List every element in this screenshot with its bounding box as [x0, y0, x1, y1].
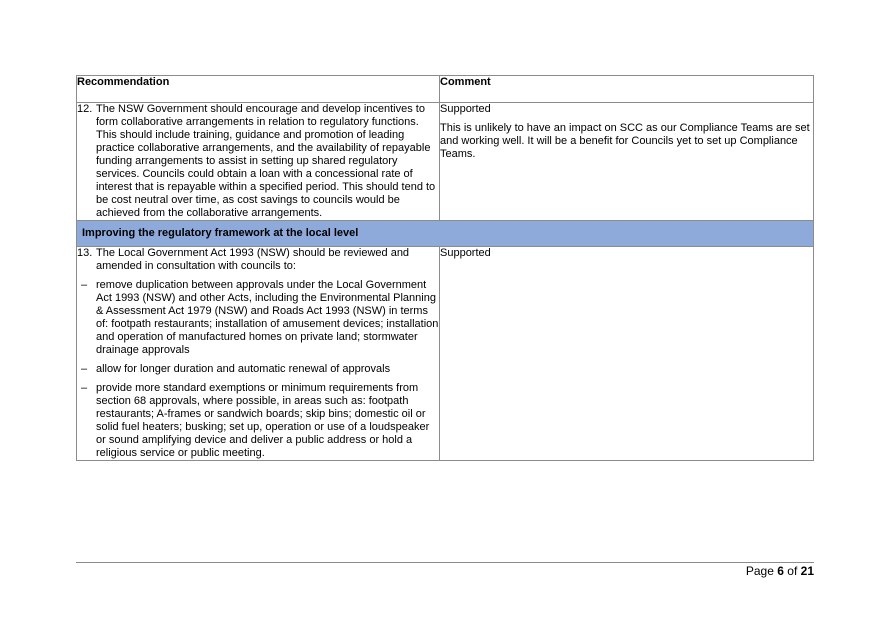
comment-cell: [440, 103, 814, 221]
list-item: [77, 363, 439, 376]
numbered-item: [77, 103, 439, 220]
table-row: [77, 247, 814, 461]
page-number: [746, 564, 814, 578]
item-text: The NSW Government should encourage and develop incentives to form collaborative arrangements in relation to regulatory functions. This should include training, guidance and promotion of leading practice collaborative arrangements, and the availability of repayable funding arrangements to assist in setting up shared regulatory services. Councils could obtain a loan with a concessional rate of interest that is repayable within a specified period. This should tend to be cost neutral over time, as cost savings to councils would be achieved from the collaborative arrangements.: [96, 103, 436, 219]
numbered-item: [77, 247, 439, 273]
table-row: [77, 103, 814, 221]
current-page: 6: [777, 564, 784, 578]
table-header-row: [77, 76, 814, 103]
bullet-text: remove duplication between approvals under the Local Government Act 1993 (NSW) and other Acts, including the Environmental Planning & Assessment Act 1979 (NSW) and Roads Act 1993 (NSW) in terms of: footpath restaurants; installation of amusement devices; installation and operation of manufactured homes on private land; stormwater drainage approvals: [96, 279, 439, 356]
recommendations-table: [76, 75, 814, 461]
comment-text: This is unlikely to have an impact on SCC as our Compliance Teams are set and working well. It will be a benefit for Councils yet to set up Compliance Teams.: [440, 122, 810, 160]
comment-status: Supported: [440, 103, 491, 115]
section-heading: Improving the regulatory framework at the local level: [77, 221, 814, 247]
page-word: Page: [745, 564, 774, 578]
list-item: [77, 279, 439, 357]
bullet-text: allow for longer duration and automatic renewal of approvals: [96, 363, 391, 375]
footer-divider: [76, 562, 814, 563]
bullet-list: [77, 279, 439, 460]
comment-status: Supported: [440, 247, 491, 259]
total-pages: 21: [800, 564, 814, 578]
header-comment: Comment: [440, 76, 814, 103]
list-item: [77, 382, 439, 460]
header-recommendation: Recommendation: [77, 76, 440, 103]
bullet-marker: –: [81, 363, 88, 375]
comment-cell: [440, 247, 814, 461]
bullet-marker: –: [81, 382, 88, 394]
section-row: [77, 221, 814, 247]
item-number: 12.: [77, 103, 93, 115]
of-word: of: [787, 564, 798, 578]
bullet-marker: –: [81, 279, 88, 291]
recommendation-cell: [77, 103, 440, 221]
item-number: 13.: [77, 247, 93, 259]
recommendation-cell: [77, 247, 440, 461]
item-text: The Local Government Act 1993 (NSW) should be reviewed and amended in consultation with councils to:: [96, 247, 410, 272]
bullet-text: provide more standard exemptions or minimum requirements from section 68 approvals, where possible, in areas such as: footpath restaurants; A-frames or sandwich boards; skip bins; domestic oil or solid fuel heaters; busking; set up, operation or use of a loudspeaker or sound amplifying device and deliver a public address or hold a religious service or public meeting.: [96, 382, 430, 459]
